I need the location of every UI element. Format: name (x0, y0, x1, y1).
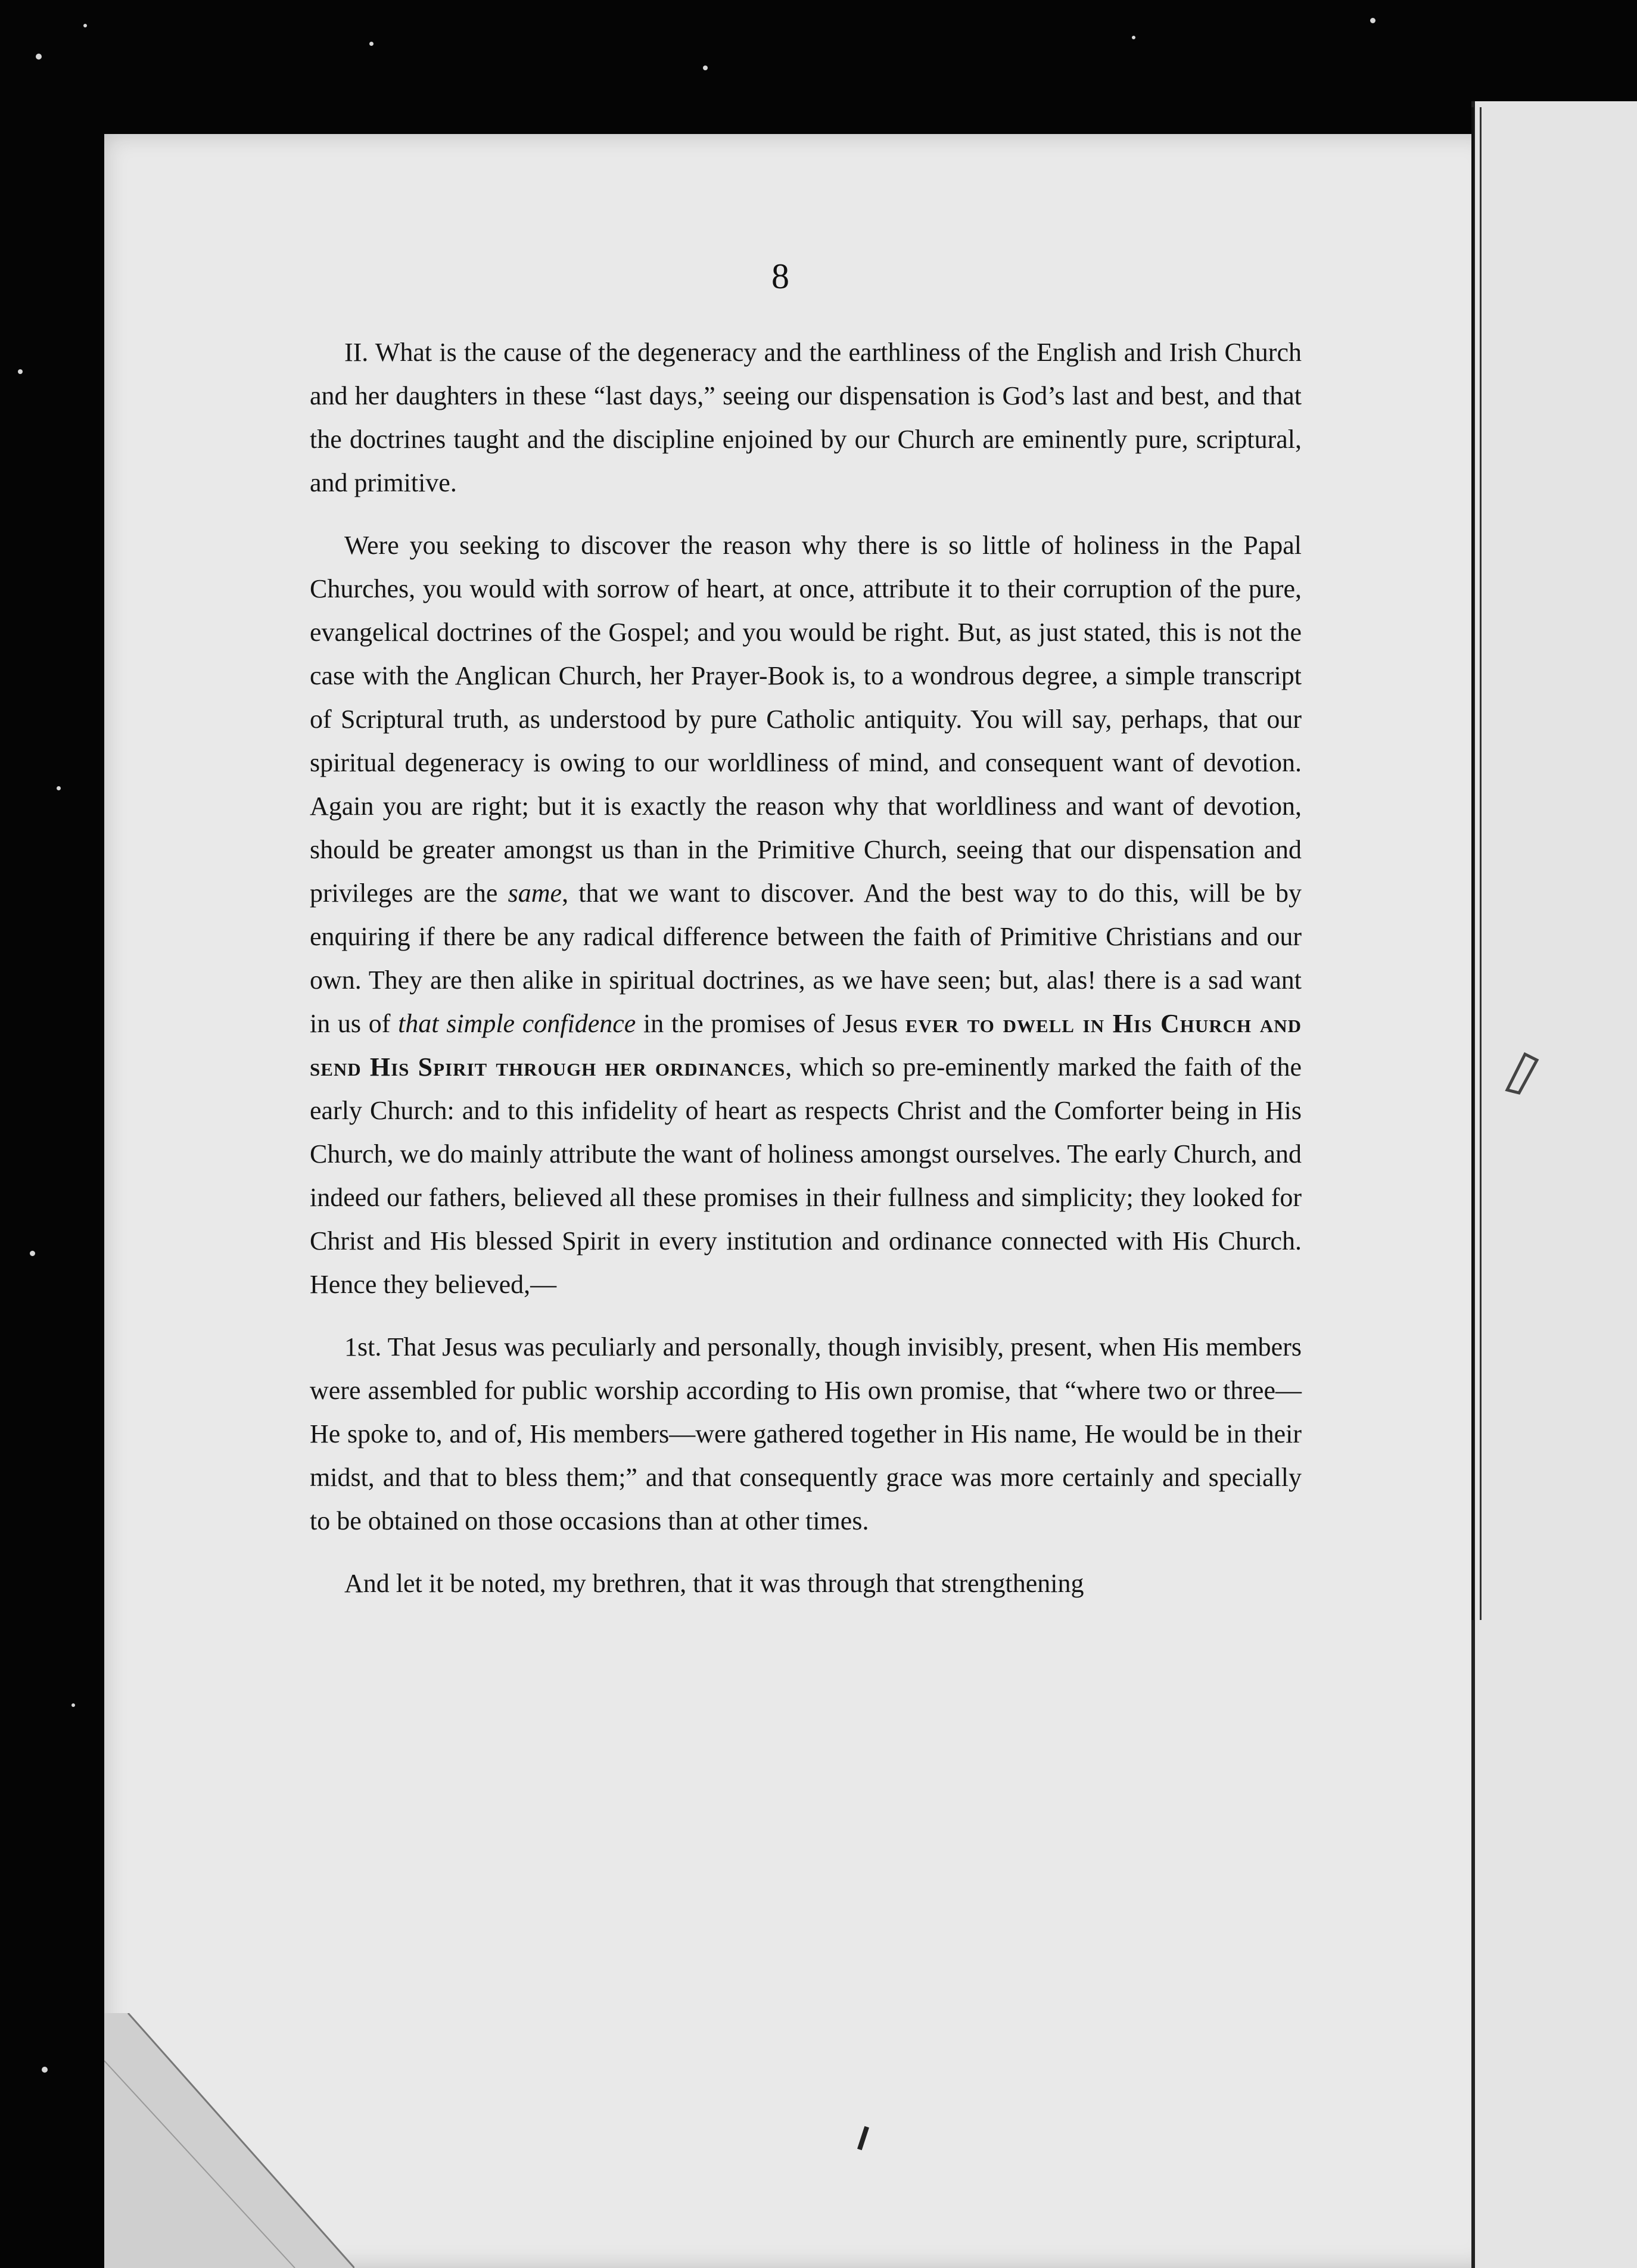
paragraph: 1st. That Jesus was peculiarly and personally, though invisibly, present, when His members were assembled for public worship according to His own promise, that “where two or three—He spoke to, and of, His members—were gathered together in His name, He would be in their midst, and that to bless them;” and that consequently grace was more certainly and specially to be obtained on those occasions than at other times. (310, 1332, 1302, 1535)
binding-edge (1471, 107, 1482, 1620)
paragraph (310, 524, 1302, 1306)
film-speck (57, 786, 61, 790)
film-speck (83, 24, 87, 27)
paragraph: II. What is the cause of the degeneracy and the earthliness of the English and Irish Church and her daughters in these “last days,” seeing our dispensation is God’s last and best, and that the doctrines taught and the discipline enjoined by our Church are eminently pure, scriptural, and primitive. (310, 338, 1302, 497)
body-text (310, 331, 1302, 1605)
text-run: in the promises of Jesus (643, 1009, 898, 1038)
film-speck (71, 1703, 75, 1707)
film-speck (1132, 36, 1135, 39)
text-run: , which so pre-eminently marked the faith of the early Church: and to this infidelity of heart as respects Christ and the Comforter being in His Church, we do mainly attribute the want of holiness amongst ourselves. The early Church, and indeed our fathers, believed all these promises in their fullness and simplicity; they looked for Christ and His blessed Spirit in every institution and ordinance connected with His Church. Hence they believed,— (310, 1052, 1302, 1299)
italic-text: same (508, 878, 562, 908)
paper-clip-mark (1501, 1048, 1543, 1096)
film-speck (703, 66, 708, 70)
text-run: , that we want to discover. And the best way to do this, will be by enquiring if there be any radical difference between the faith of Primitive Christians and our own. They are then alike in spiritual doctrines, as we have seen; but, alas! there is a sad want in us of (310, 878, 1302, 1038)
film-speck (1370, 18, 1375, 23)
italic-text: that simple confidence (398, 1009, 636, 1038)
folded-corner (104, 2013, 354, 2268)
small-caps-text: ever to dwell in His Church and send His Spirit through her ordinances (310, 1009, 1302, 1082)
film-speck (42, 2067, 48, 2073)
facing-page-edge (1471, 101, 1637, 2268)
text-run: Were you seeking to discover the reason why there is so little of holiness in the Papal Churches, you would with sorrow of heart, at once, attribute it to their corruption of the pure, evangelical doctrines of the Gospel; and you would be right. But, as just stated, this is not the case with the Anglican Church, her Prayer-Book is, to a wondrous degree, a simple transcript of Scriptural truth, as understood by pure Catholic antiquity. You will say, perhaps, that our spiritual degeneracy is owing to our worldliness of mind, and consequent want of devotion. Again you are right; but it is exactly the reason why that worldliness and want of devotion, should be greater amongst us than in the Primitive Church, seeing that our dispensation and privileges are the (310, 531, 1302, 908)
film-speck (18, 369, 23, 374)
film-speck (36, 54, 42, 60)
paragraph: And let it be noted, my brethren, that it was through that strengthening (344, 1569, 1084, 1598)
film-speck (369, 42, 374, 46)
page-number: 8 (771, 257, 789, 296)
film-speck (30, 1251, 35, 1256)
